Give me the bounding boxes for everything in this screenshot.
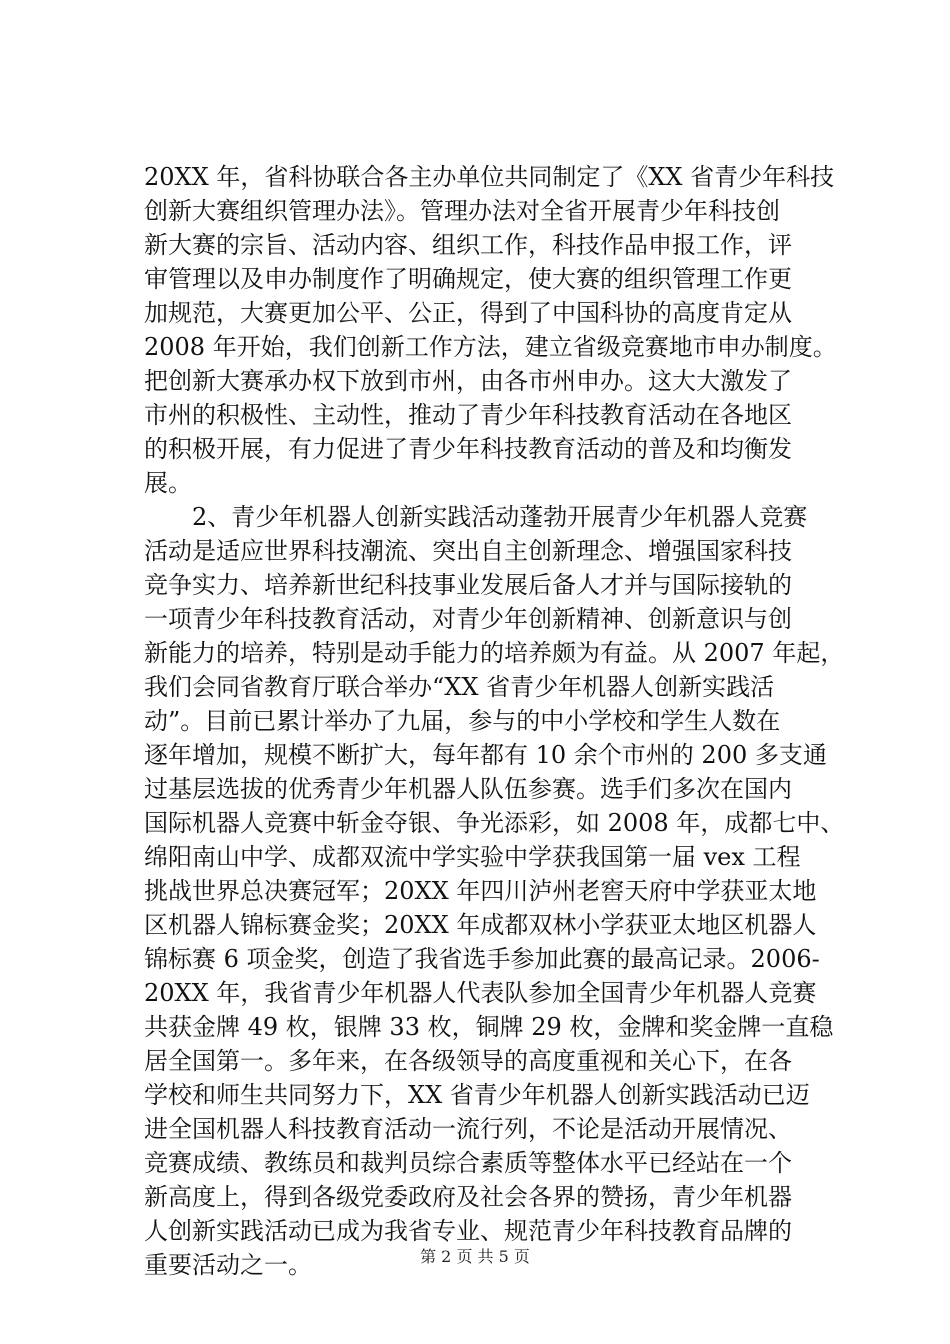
text-line: 新高度上，得到各级党委政府及社会各界的赞扬，青少年机器	[144, 1183, 792, 1211]
text-line: 的积极开展，有力促进了青少年科技教育活动的普及和均衡发	[144, 435, 792, 463]
text-line: 20XX 年，我省青少年机器人代表队参加全国青少年机器人竞赛	[144, 979, 817, 1007]
text-line: 加规范，大赛更加公平、公正，得到了中国科协的高度肯定从	[144, 299, 792, 327]
text-line: 市州的积极性、主动性，推动了青少年科技教育活动在各地区	[144, 401, 792, 429]
text-line: 绵阳南山中学、成都双流中学实验中学获我国第一届 vex 工程	[144, 843, 801, 871]
text-line: 20XX 年，省科协联合各主办单位共同制定了《XX 省青少年科技	[144, 163, 835, 191]
text-line: 人创新实践活动已成为我省专业、规范青少年科技教育品牌的	[144, 1217, 792, 1245]
text-line: 逐年增加，规模不断扩大，每年都有 10 余个市州的 200 多支通	[144, 741, 827, 769]
text-line: 一项青少年科技教育活动，对青少年创新精神、创新意识与创	[144, 605, 792, 633]
text-line: 竞争实力、培养新世纪科技事业发展后备人才并与国际接轨的	[144, 571, 792, 599]
text-line: 居全国第一。多年来，在各级领导的高度重视和关心下，在各	[144, 1047, 792, 1075]
text-line: 把创新大赛承办权下放到市州，由各市州申办。这大大激发了	[144, 367, 792, 395]
text-line: 竞赛成绩、教练员和裁判员综合素质等整体水平已经站在一个	[144, 1149, 792, 1177]
text-line: 2008 年开始，我们创新工作方法，建立省级竞赛地市申办制度。	[144, 333, 837, 361]
text-line: 活动是适应世界科技潮流、突出自主创新理念、增强国家科技	[144, 537, 792, 565]
text-line: 审管理以及申办制度作了明确规定，使大赛的组织管理工作更	[144, 265, 792, 293]
text-line: 区机器人锦标赛金奖；20XX 年成都双林小学获亚太地区机器人	[144, 911, 817, 939]
text-line: 学校和师生共同努力下，XX 省青少年机器人创新实践活动已迈	[144, 1081, 810, 1109]
text-line: 2、青少年机器人创新实践活动蓬勃开展青少年机器人竞赛	[144, 503, 808, 531]
text-line: 进全国机器人科技教育活动一流行列，不论是活动开展情况、	[144, 1115, 792, 1143]
text-line: 动”。目前已累计举办了九届，参与的中小学校和学生人数在	[144, 707, 781, 735]
text-line: 我们会同省教育厅联合举办“XX 省青少年机器人创新实践活	[144, 673, 775, 701]
text-line: 过基层选拔的优秀青少年机器人队伍参赛。选手们多次在国内	[144, 775, 792, 803]
text-line: 新大赛的宗旨、活动内容、组织工作，科技作品申报工作，评	[144, 231, 792, 259]
text-line: 锦标赛 6 项金奖，创造了我省选手参加此赛的最高记录。2006-	[144, 945, 820, 973]
text-line: 展。	[144, 469, 192, 497]
body-text	[144, 160, 845, 1282]
text-line: 挑战世界总决赛冠军；20XX 年四川泸州老窖天府中学获亚太地	[144, 877, 817, 905]
text-line: 重要活动之一。	[144, 1251, 312, 1279]
text-line: 创新大赛组织管理办法》。管理办法对全省开展青少年科技创	[144, 197, 780, 225]
page-footer: 第 2 页 共 5 页	[420, 1247, 530, 1266]
text-line: 共获金牌 49 枚，银牌 33 枚，铜牌 29 枚，金牌和奖金牌一直稳	[144, 1013, 834, 1041]
text-line: 新能力的培养，特别是动手能力的培养颇为有益。从 2007 年起，	[144, 639, 845, 667]
text-line: 国际机器人竞赛中斩金夺银、争光添彩，如 2008 年，成都七中、	[144, 809, 845, 837]
